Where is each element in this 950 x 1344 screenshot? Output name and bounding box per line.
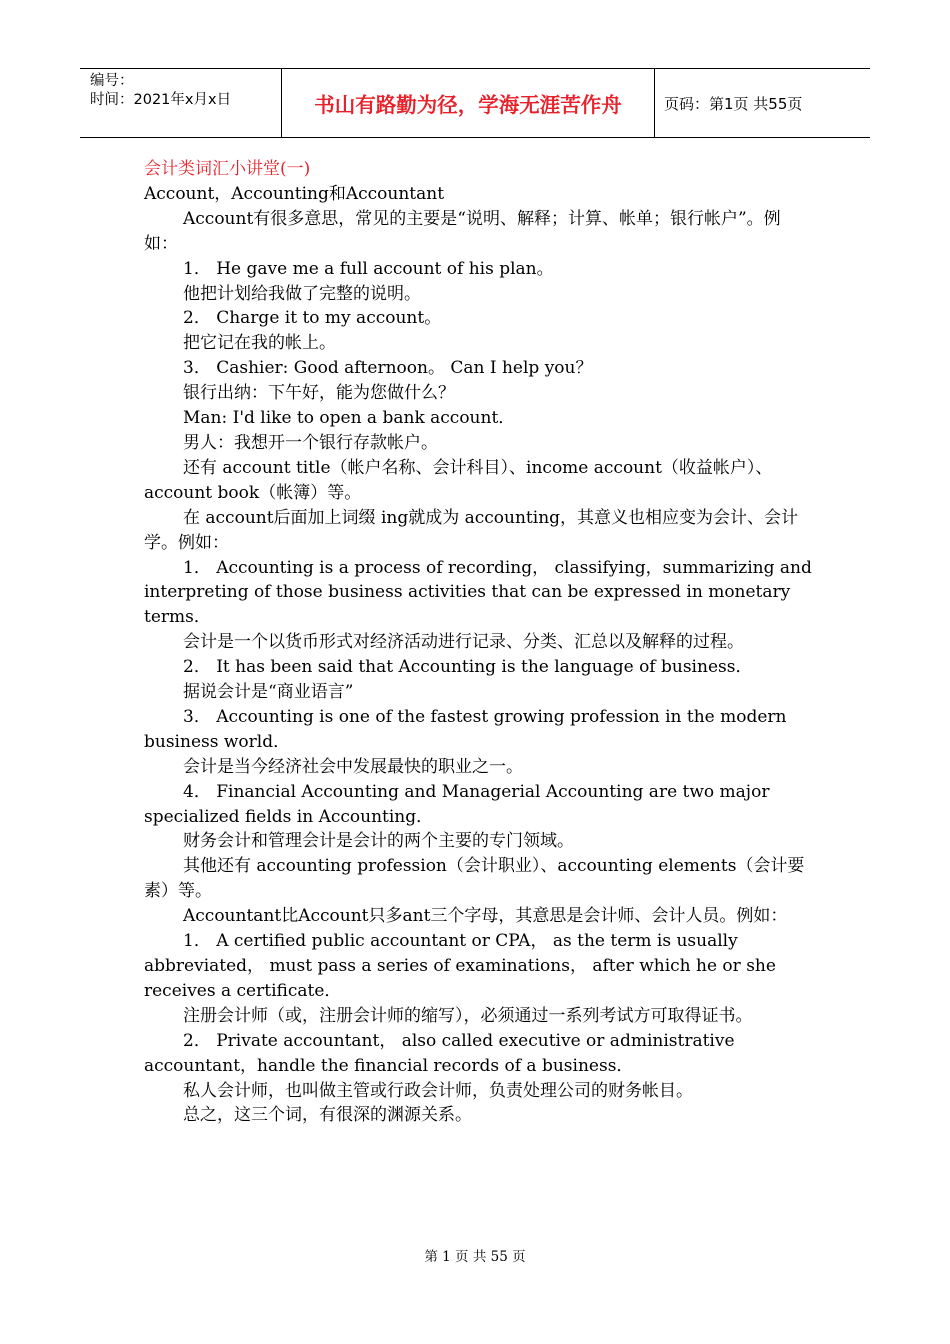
paragraph: 3． Accounting is one of the fastest growing profession in the modern business world．	[144, 706, 787, 752]
paragraph: 注册会计师（或，注册会计师的缩写），必须通过一系列考试方可取得证书。	[183, 1005, 753, 1026]
header-page-label: 页码：第1页 共55页	[664, 94, 803, 113]
paragraph: 男人：我想开一个银行存款帐户。	[183, 432, 438, 453]
document-time-label: 时间：2021年x月x日	[90, 92, 232, 108]
paragraph: Man: I'd like to open a bank account．	[183, 408, 516, 429]
paragraph: 其他还有 accounting profession（会计职业）、accounting elements（会计要素）等。	[144, 856, 805, 902]
paragraph: 2． Private accountant， also called executive or administrative accountant，handle the financial records of a business．	[144, 1030, 735, 1076]
paragraph: 还有 account title（帐户名称、会计科目）、income account（收益帐户）、account book（帐簿）等。	[144, 457, 773, 503]
document-number-label: 编号：	[90, 73, 134, 89]
paragraph: 1． He gave me a full account of his plan。	[183, 258, 554, 279]
paragraph: 总之，这三个词，有很深的渊源关系。	[183, 1105, 472, 1126]
paragraph: 私人会计师，也叫做主管或行政会计师，负责处理公司的财务帐目。	[183, 1080, 693, 1101]
paragraph: 把它记在我的帐上。	[183, 333, 336, 354]
paragraph: 2． It has been said that Accounting is the language of business．	[183, 657, 753, 678]
lesson-subtitle: Account，Accounting和Accountant	[144, 183, 445, 204]
paragraph: 4． Financial Accounting and Managerial Accounting are two major specialized fields in Accounting．	[144, 781, 770, 827]
paragraph: 2． Charge it to my account。	[183, 308, 442, 329]
header-meta-cell	[80, 69, 282, 137]
lesson-title: 会计类词汇小讲堂(一)	[144, 159, 311, 179]
paragraph: 银行出纳：下午好，能为您做什么？	[183, 383, 455, 404]
paragraph: 1． Accounting is a process of recording， classifying，summarizing and interpreting of those business activities that can be expressed in monetary terms．	[144, 557, 812, 628]
paragraph: 会计是当今经济社会中发展最快的职业之一。	[183, 756, 523, 777]
header-motto: 书山有路勤为径，学海无涯苦作舟	[282, 69, 655, 137]
paragraph: 据说会计是“商业语言”	[183, 682, 354, 703]
paragraph: 会计是一个以货币形式对经济活动进行记录、分类、汇总以及解释的过程。	[183, 632, 744, 653]
paragraph: 他把计划给我做了完整的说明。	[183, 283, 421, 304]
paragraph: 1． A certified public accountant or CPA， as the term is usually abbreviated， must pass a series of examinations， after which he or she receives a certificate．	[144, 931, 776, 1001]
page-footer: 第 1 页 共 55 页	[424, 1249, 526, 1265]
document-body	[144, 157, 812, 1128]
document-header	[80, 68, 870, 138]
paragraph: Accountant比Account只多ant三个字母，其意思是会计师、会计人员。例如：	[183, 906, 788, 927]
paragraph: Account有很多意思，常见的主要是“说明、解释；计算、帐单；银行帐户”。例如：	[144, 208, 781, 254]
paragraph: 财务会计和管理会计是会计的两个主要的专门领域。	[183, 831, 574, 852]
paragraph: 在 account后面加上词缀 ing就成为 accounting，其意义也相应变为会计、会计学。例如：	[144, 507, 799, 553]
paragraph: 3． Cashier: Good afternoon。 Can I help you？	[183, 358, 593, 379]
